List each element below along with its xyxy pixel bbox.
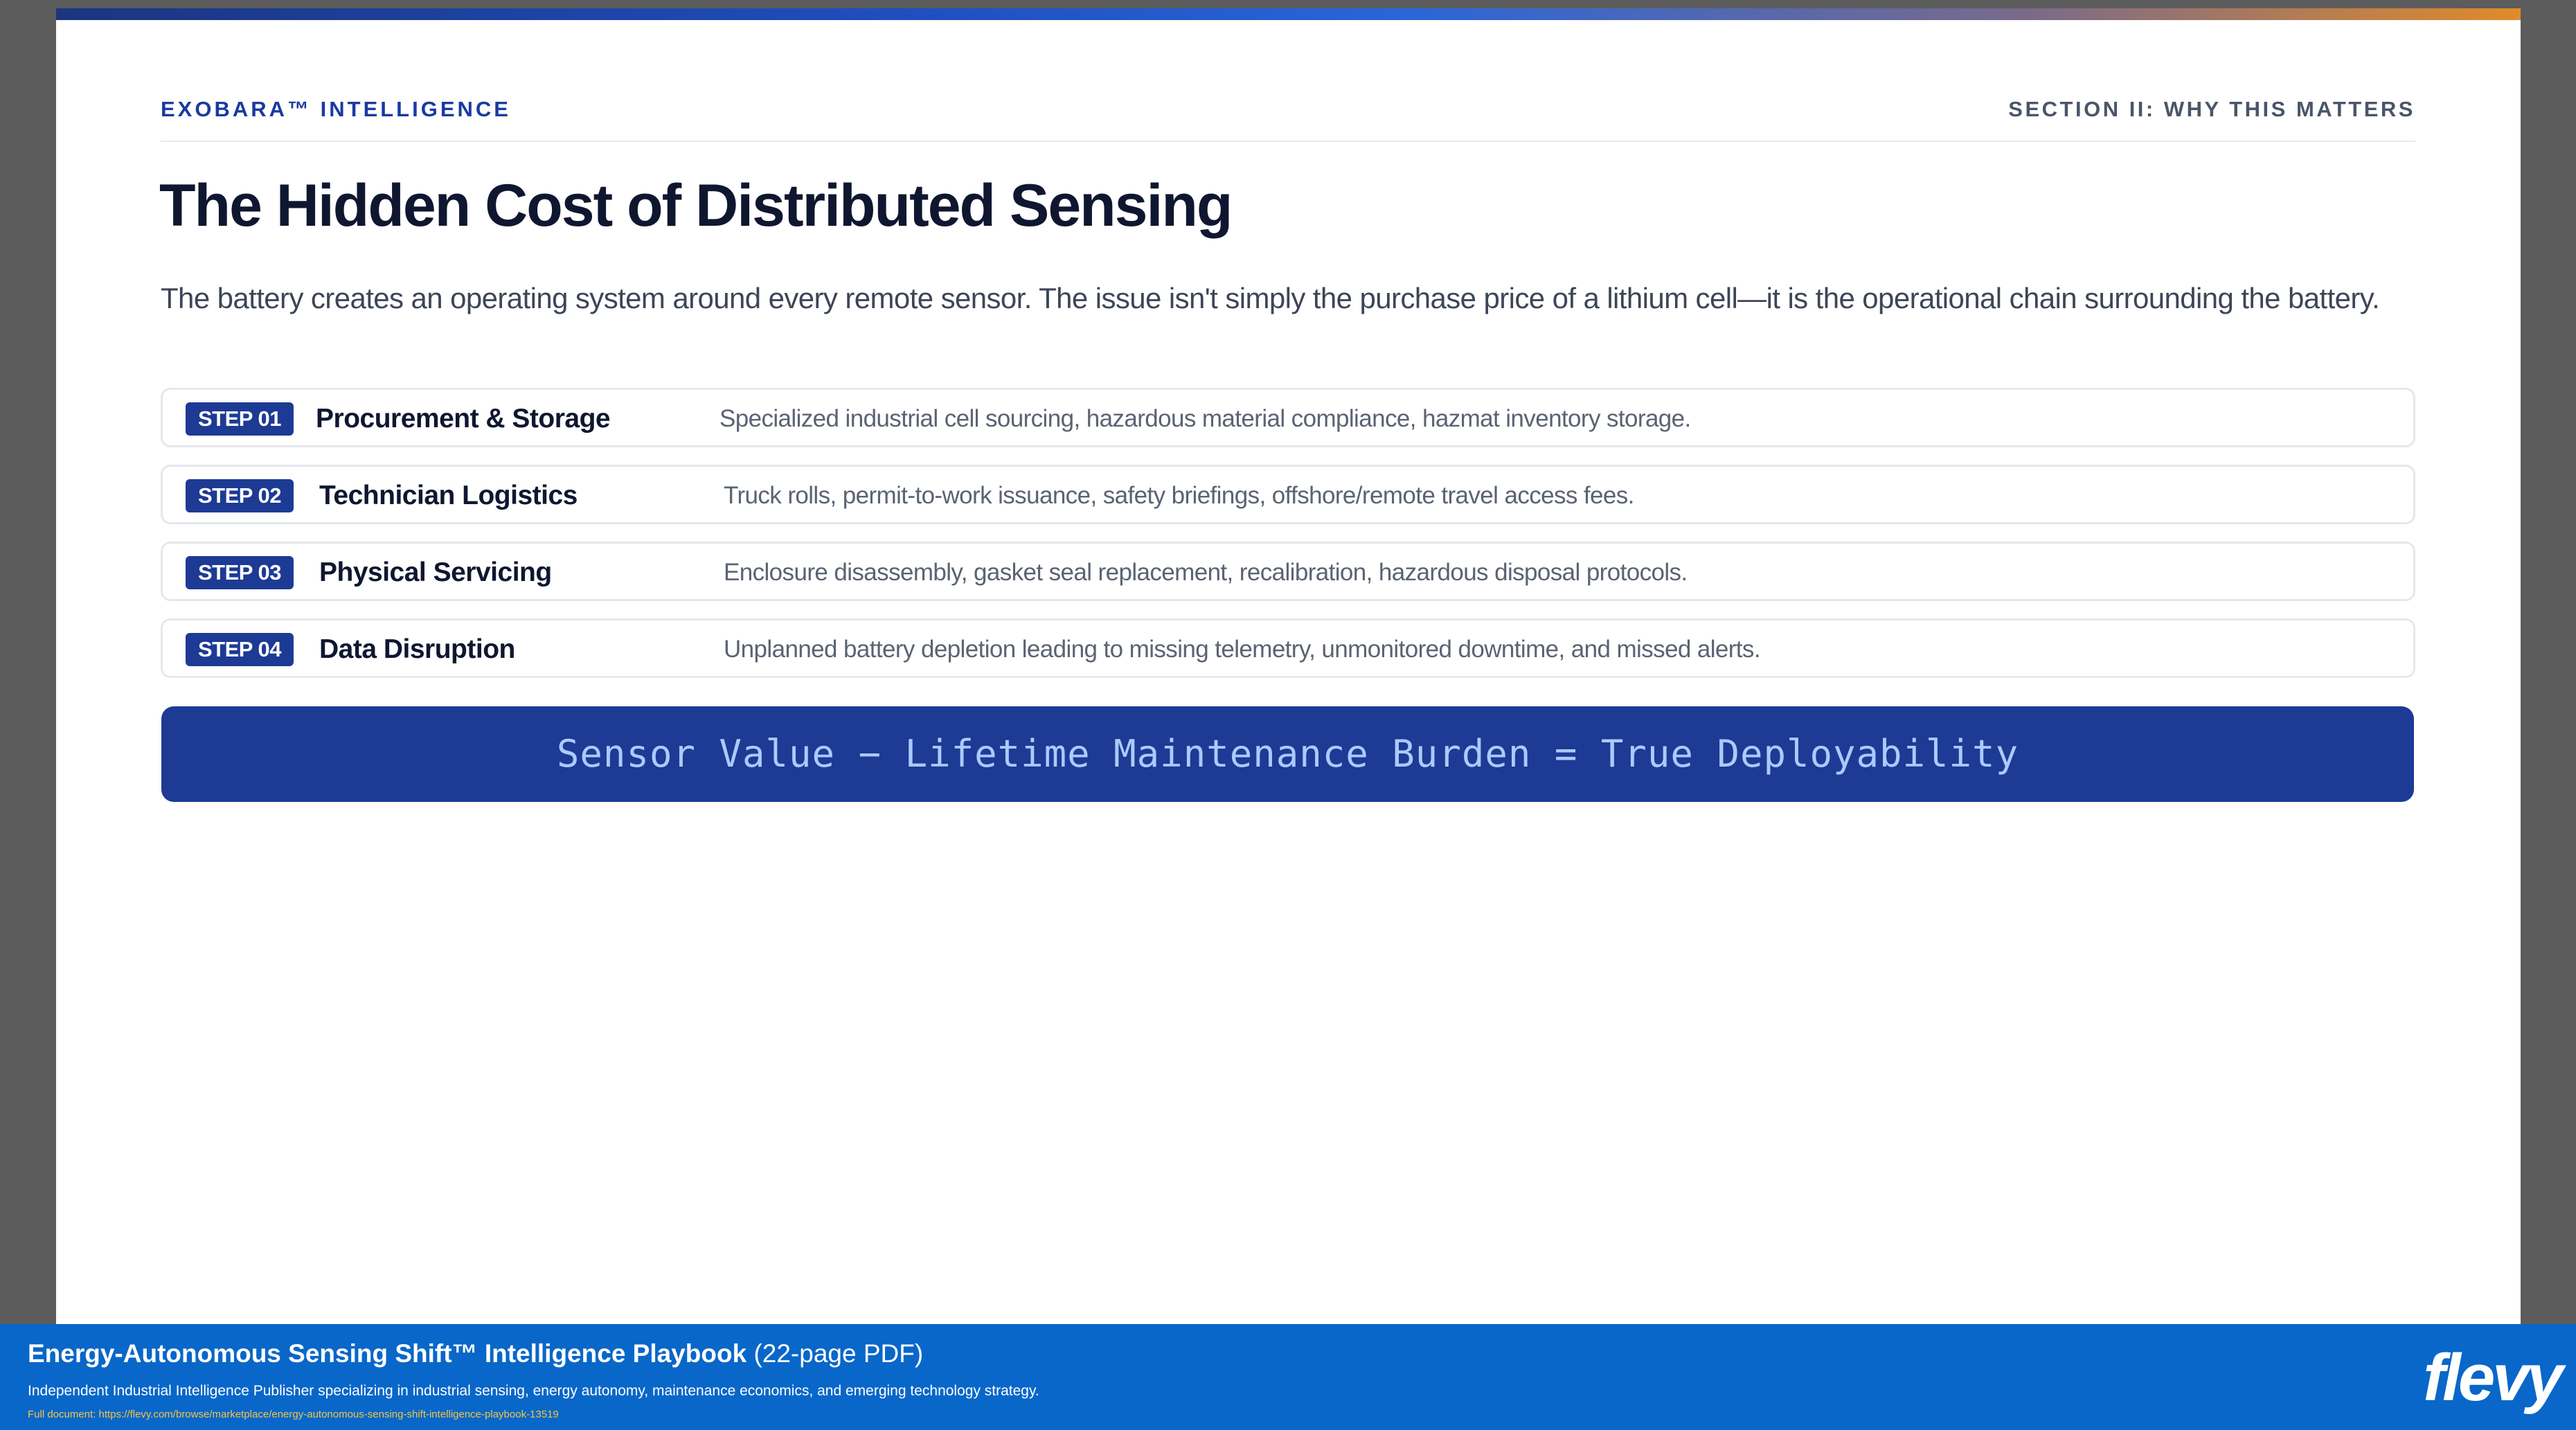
brand-label: EXOBARA™ INTELLIGENCE <box>161 97 511 121</box>
step-badge: STEP 01 <box>186 402 294 436</box>
slide <box>56 8 2521 1324</box>
step-badge: STEP 02 <box>186 479 294 512</box>
step-row-02 <box>161 465 2415 524</box>
footer-document-link[interactable]: Full document: https://flevy.com/browse/marketplace/energy-autonomous-sensing-shift-intelligence-playbook-13519 <box>28 1409 559 1420</box>
steps-list <box>161 388 2415 695</box>
step-title: Technician Logistics <box>319 481 578 510</box>
flevy-logo[interactable]: flevy <box>2423 1341 2561 1415</box>
step-description: Unplanned battery depletion leading to missing telemetry, unmonitored downtime, and missed alerts. <box>724 636 1760 663</box>
step-description: Enclosure disassembly, gasket seal replacement, recalibration, hazardous disposal protocols. <box>724 559 1688 586</box>
step-description: Specialized industrial cell sourcing, hazardous material compliance, hazmat inventory storage. <box>719 405 1691 432</box>
step-description: Truck rolls, permit-to-work issuance, safety briefings, offshore/remote travel access fees. <box>724 482 1634 509</box>
step-title: Procurement & Storage <box>316 404 611 434</box>
step-row-01 <box>161 388 2415 447</box>
step-badge: STEP 03 <box>186 556 294 589</box>
section-label: SECTION II: WHY THIS MATTERS <box>2008 97 2415 121</box>
intro-paragraph: The battery creates an operating system around every remote sensor. The issue isn't simply the purchase price of a lithium cell—it is the operational chain surrounding the battery. <box>161 282 2380 314</box>
step-badge: STEP 04 <box>186 633 294 666</box>
page-title: The Hidden Cost of Distributed Sensing <box>159 172 1232 239</box>
formula-banner: Sensor Value − Lifetime Maintenance Burden = True Deployability <box>161 706 2414 802</box>
footer-doc-title: Energy-Autonomous Sensing Shift™ Intelligence Playbook <box>28 1339 747 1368</box>
footer-title <box>28 1339 923 1368</box>
top-gradient-bar <box>56 8 2521 20</box>
step-row-04 <box>161 618 2415 678</box>
header-divider <box>161 141 2415 142</box>
step-title: Data Disruption <box>319 634 515 664</box>
step-row-03 <box>161 542 2415 601</box>
document-footer <box>0 1324 2576 1430</box>
footer-publisher-line: Independent Industrial Intelligence Publisher specializing in industrial sensing, energy autonomy, maintenance economics, and emerging technology strategy. <box>28 1383 1039 1399</box>
footer-doc-pages: (22-page PDF) <box>753 1339 924 1368</box>
step-title: Physical Servicing <box>319 557 552 587</box>
